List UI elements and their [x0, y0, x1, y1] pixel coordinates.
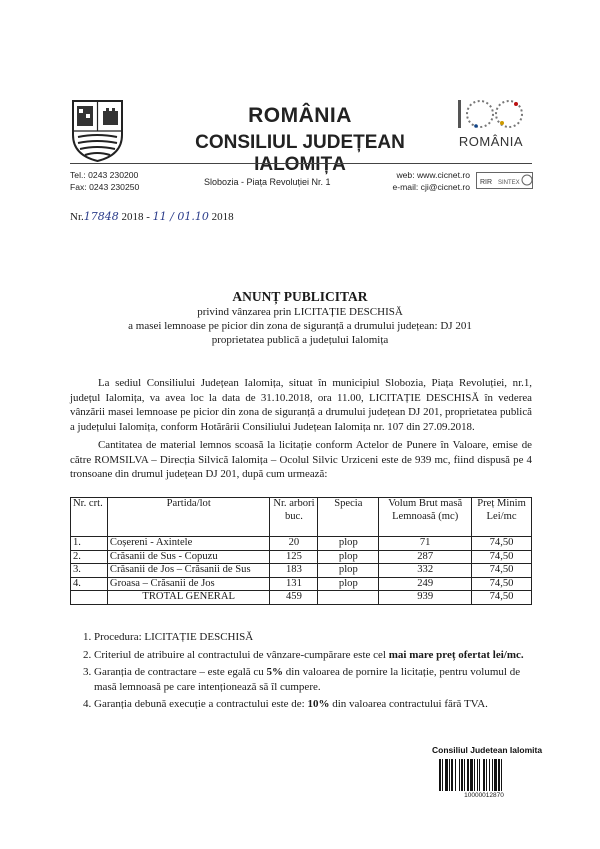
cell-nr: 2.: [71, 550, 108, 564]
condition-guarantee-text: Garanția de contractare – este egală cu: [94, 666, 267, 678]
barcode-bar: [439, 759, 441, 791]
col-header-trees: Nr. arbori buc.: [270, 498, 318, 537]
cell-volume: 332: [379, 564, 472, 578]
registration-number-handwritten: 17848: [83, 210, 119, 223]
barcode-bar: [461, 759, 463, 791]
barcode-bar: [470, 759, 473, 791]
barcode-bar: [486, 759, 487, 791]
barcode-bar: [459, 759, 460, 791]
cell-trees: 183: [270, 564, 318, 578]
condition-criterion: Criteriul de atribuire al contractului de vânzare-cumpărare este cel: [94, 648, 389, 661]
cell-total-price: 74,50: [472, 591, 532, 605]
county-coat-of-arms: [70, 97, 125, 163]
notice-subtitle-3: proprietatea publică a județului Ialomița: [211, 334, 389, 346]
condition-item: [94, 648, 540, 663]
notice-paragraph-1: La sediul Consiliului Județean Ialomița, situat în municipiul Slobozia, Piața Revoluției, nr.1, județul Ialomița, va avea loc la data de 31.10.2018, ora 11.00, LICITAȚIE DESCHISĂ în vederea vânzării masei lemnoase pe picior din zona de siguranță a drumului județean DJ 201, proprietatea publică a județului Ialomița, conform Hotărârii Consiliului Județean Ialomița nr. 107 din 27.09.2018.: [70, 377, 532, 434]
registration-date-handwritten: 11 / 01.10: [152, 210, 209, 223]
col-header-lot: Partida/lot: [107, 498, 270, 537]
table-total-row: [71, 591, 532, 605]
registration-year: 2018 -: [118, 211, 153, 223]
fax-number: Fax: 0243 230250: [70, 182, 140, 192]
header-divider: [70, 163, 532, 164]
barcode-bar: [498, 759, 500, 791]
cell-trees: 131: [270, 577, 318, 591]
condition-procedure: Procedura: LICITAȚIE DESCHISĂ: [94, 631, 254, 643]
condition-performance-text-2: din valoarea contractului fără TVA.: [329, 698, 488, 710]
notice-paragraph-2: Cantitatea de material lemnos scoasă la licitație conform Actelor de Punere în Valoare, emise de către ROMSILVA – Direcția Silvică Ialomița – Ocolul Silvic Urziceni este de 939 mc, fiind dispusă pe 4 tronsoane din drumul județean DJ 201, după cum urmează:: [70, 439, 532, 481]
header-country: ROMÂNIA: [248, 104, 352, 127]
condition-guarantee-percent: 5%: [266, 666, 284, 678]
council-address: Slobozia - Piața Revoluției Nr. 1: [204, 177, 331, 187]
phone-number: Tel.: 0243 230200: [70, 170, 139, 180]
cell-lot: Crăsanii de Jos – Crăsanii de Sus: [107, 564, 270, 578]
cell-species: plop: [318, 537, 379, 551]
barcode-bar: [445, 759, 448, 791]
col-header-price: Preț Minim Lei/mc: [472, 498, 532, 537]
notice-subtitle-1: privind vânzarea prin LICITAȚIE DESCHISĂ: [197, 306, 403, 318]
col-header-species: Specia: [318, 498, 379, 537]
barcode-bar: [479, 759, 480, 791]
condition-performance-text: Garanția debună execuție a contractului este de:: [94, 698, 308, 710]
svg-text:SINTEX: SINTEX: [498, 180, 520, 186]
notice-subtitle-2: a masei lemnoase pe picior din zona de siguranță a drumului județean: DJ 201: [128, 320, 472, 332]
barcode-bar: [494, 759, 497, 791]
table-row: [71, 537, 532, 551]
barcode-number: 10000012870: [464, 792, 504, 799]
table-row: [71, 550, 532, 564]
col-header-nr: Nr. crt.: [71, 498, 108, 537]
cell-nr: 4.: [71, 577, 108, 591]
cell-price: 74,50: [472, 550, 532, 564]
condition-item: [94, 630, 540, 645]
cell-total-empty: [71, 591, 108, 605]
lots-table: [70, 497, 532, 605]
cell-lot: Coșereni - Axintele: [107, 537, 270, 551]
barcode-bar: [489, 759, 490, 791]
cell-total-volume: 939: [379, 591, 472, 605]
barcode-bar: [464, 759, 465, 791]
cell-lot: Crăsanii de Sus - Copuzu: [107, 550, 270, 564]
conditions-list: [70, 630, 540, 712]
barcode-bar: [467, 759, 469, 791]
barcode-bar: [474, 759, 475, 791]
barcode-bar: [501, 759, 502, 791]
cell-total-species-empty: [318, 591, 379, 605]
header-council-name: CONSILIUL JUDEȚEAN IALOMIȚA: [195, 132, 405, 175]
barcode-bar: [455, 759, 456, 791]
notice-title: ANUNȚ PUBLICITAR: [232, 289, 368, 304]
website: web: www.cicnet.ro: [396, 170, 470, 180]
barcode-bar: [449, 759, 450, 791]
centenary-word: ROMÂNIA: [458, 134, 524, 149]
condition-item: [94, 665, 540, 694]
cell-nr: 1.: [71, 537, 108, 551]
cell-total-trees: 459: [270, 591, 318, 605]
barcode-bar: [492, 759, 493, 791]
stamp-label: Consiliul Judetean Ialomita: [432, 745, 543, 755]
email-address: e-mail: cji@cicnet.ro: [392, 182, 470, 192]
table-header-row: [71, 498, 532, 537]
registration-year-2: 2018: [208, 211, 234, 223]
cell-trees: 20: [270, 537, 318, 551]
cell-price: 74,50: [472, 564, 532, 578]
cell-lot: Groasa – Crăsanii de Jos: [107, 577, 270, 591]
cell-trees: 125: [270, 550, 318, 564]
condition-performance-percent: 10%: [307, 698, 330, 710]
table-row: [71, 577, 532, 591]
barcode-bar: [442, 759, 443, 791]
table-row: [71, 564, 532, 578]
registration-prefix: Nr.: [70, 211, 84, 223]
cell-volume: 71: [379, 537, 472, 551]
cell-volume: 249: [379, 577, 472, 591]
cell-nr: 3.: [71, 564, 108, 578]
certification-logo: [476, 168, 534, 196]
cell-volume: 287: [379, 550, 472, 564]
condition-criterion-bold: mai mare preț ofertat lei/mc.: [388, 648, 524, 661]
condition-guarantee-text-2: din valoarea de pornire la licitație, pentru volumul de masă lemnoasă pe care intenționează să îl cumpere.: [94, 666, 521, 693]
col-header-volume: Volum Brut masă Lemnoasă (mc): [379, 498, 472, 537]
barcode: [438, 759, 530, 791]
cell-price: 74,50: [472, 537, 532, 551]
cell-species: plop: [318, 550, 379, 564]
cell-price: 74,50: [472, 577, 532, 591]
condition-item: [94, 697, 540, 712]
cell-total-label: TROTAL GENERAL: [107, 591, 270, 605]
barcode-bar: [483, 759, 485, 791]
cell-species: plop: [318, 564, 379, 578]
cell-species: plop: [318, 577, 379, 591]
svg-text:RIR: RIR: [480, 179, 493, 186]
registration-number: [70, 210, 234, 223]
barcode-bar: [477, 759, 478, 791]
barcode-bar: [451, 759, 453, 791]
